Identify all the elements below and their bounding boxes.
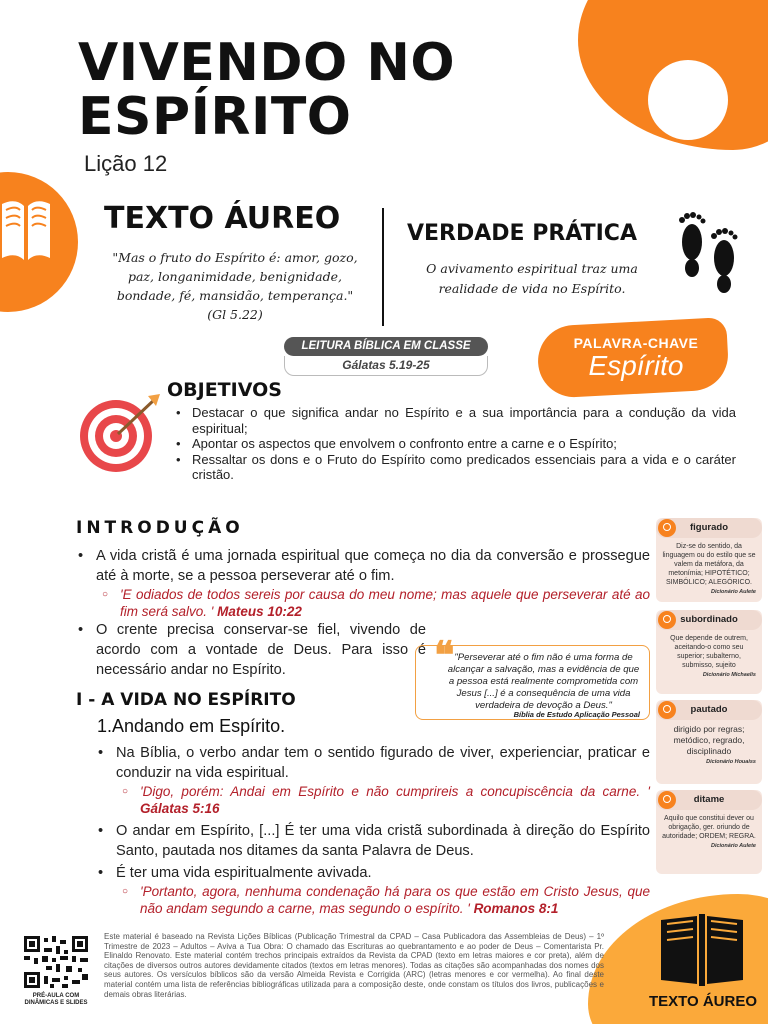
glossary-definition: Que depende de outrem, aceitando-o como seu superior; subalterno, submisso, sujeito [670, 635, 748, 669]
bible-verse: ○ 'E odiados de todos sereis por causa do meu nome; mas aquele que perseverar até ao fim será salvo. ' Mateus 10:22 [96, 586, 650, 620]
objetivos-heading: OBJETIVOS [167, 379, 282, 401]
open-book-logo-icon [657, 910, 747, 988]
glossary-term: ditame [656, 790, 762, 810]
list-item: • Na Bíblia, o verbo andar tem o sentido figurado de viver, experienciar, praticar e conduzir na vida espiritual. ○ 'Digo, porém: Andai em Espírito e não cumprireis a concupiscência da carne. ' Gálatas 5:16 [96, 743, 650, 817]
list-item: • Destacar o que significa andar no Espírito e a sua importância para a condução da vida espiritual; [170, 405, 736, 436]
glossary-card [656, 790, 762, 874]
magnifier-icon [658, 791, 676, 809]
bible-verse-ref: Gálatas 5:16 [140, 801, 220, 816]
texto-aureo-quote: "Mas o fruto do Espírito é: amor, gozo, paz, longanimidade, benignidade, bondade, fé, mansidão, temperança." (Gl 5.22) [104, 248, 366, 324]
verdade-pratica-heading: VERDADE PRÁTICA [407, 221, 637, 246]
section-heading: I - A VIDA NO ESPÍRITO [76, 690, 296, 710]
list-item: • A vida cristã é uma jornada espiritual que começa no dia da conversão e prossegue até à morte, se a pessoa perseverar até o fim. ○ 'E odiados de todos sereis por causa do meu nome; mas aquele que perseverar até ao fim será salvo. ' Mateus 10:22 [76, 546, 650, 620]
glossary-source: Dicionário Michaelis [702, 672, 756, 678]
brand-label: TEXTO ÁUREO [648, 993, 758, 1010]
bible-verse: ○ 'Digo, porém: Andai em Espírito e não cumprireis a concupiscência da carne. ' Gálatas 5:16 [116, 783, 650, 817]
lesson-number: Lição 12 [84, 151, 168, 176]
qr-code[interactable] [22, 934, 90, 990]
texto-aureo-heading: TEXTO ÁUREO [104, 201, 341, 236]
open-book-icon [0, 196, 52, 266]
glossary-source: Dicionário Aulete [710, 589, 756, 595]
objetivos-list [170, 405, 736, 483]
target-icon [76, 390, 164, 478]
magnifier-icon [658, 519, 676, 537]
list-item: • Apontar os aspectos que envolvem o confronto entre a carne e o Espírito; [170, 436, 736, 452]
magnifier-icon [658, 701, 676, 719]
glossary-definition: Aquilo que constitui dever ou obrigação, ger. oriundo de autoridade; ORDEM; REGRA. [662, 815, 756, 840]
quote-box: "Perseverar até o fim não é uma forma de alcançar a salvação, mas a evidência de que a pessoa está realmente comprometida com Jesus [...] é a consequência de uma vida verdadeira de devoção a Deus." [415, 645, 650, 720]
decorative-blob-cutout [648, 60, 728, 140]
glossary-source: Dicionário Aulete [710, 843, 756, 849]
section-list [96, 743, 650, 917]
vertical-divider [382, 208, 384, 326]
glossary-term: pautado [656, 700, 762, 720]
list-item: • O crente precisa conservar-se fiel, vivendo de acordo com a vontade de Deus. Para isso é necessário andar no Espírito. [76, 620, 426, 680]
list-item: • É ter uma vida espiritualmente avivada. ○ 'Portanto, agora, nenhuma condenação há para os que estão em Cristo Jesus, que não andam segundo a carne, mas segundo o espírito. ' Romanos 8:1 [96, 863, 650, 917]
texto-aureo-ref: (Gl 5.22) [207, 307, 263, 322]
glossary-definition: dirigido por regras; metódico, regrado, disciplinado [673, 724, 745, 756]
quote-source: Bíblia de Estudo Aplicação Pessoal [513, 710, 640, 719]
glossary-card [656, 518, 762, 602]
qr-caption: PRÉ-AULA COM DINÂMICAS E SLIDES [24, 993, 88, 1006]
list-item: • O andar em Espírito, [...] É ter uma vida cristã subordinada à direção do Espírito Santo, pautada nos ditames da santa Palavra de Deus. [96, 821, 650, 861]
glossary-card [656, 700, 762, 784]
glossary-term: subordinado [656, 610, 762, 630]
glossary-term: figurado [656, 518, 762, 538]
glossary-source: Dicionário Houaiss [706, 759, 756, 765]
leitura-biblica-ref: Gálatas 5.19-25 [284, 356, 488, 376]
footprints-icon [674, 206, 746, 298]
quote-mark-icon: ❝ [434, 632, 455, 677]
glossary-card [656, 610, 762, 694]
footer-disclaimer: Este material é baseado na Revista Lições Bíblicas (Publicação Trimestral da CPAD – Casa Publicadora das Assembleias de Deus) – 1º Trimestre de 2023 – Adultos – Aviva a Tua Obra: O chamado das Escrituras ao quebrantamento e ao poder de Deus – Comentarista Pr. Elinaldo Renovato. Este material contém trechos principais extraídos da Revista da CPAD (texto em letras maiores e cor preta), além de citações de diversos outros autores devidamente citados (textos em letras menores). Todas as citações são acompanhadas dos nomes dos seus autores. Os versículos bíblicos são da versão Almeida Revista e Corrigida (ARC) (letras menores e cor vermelha). Ao final deste material contém uma lista de referências bibliográficas utilizada para a composição deste, onde constam os títulos dos livros, publicações e demais obras literárias. [104, 932, 604, 999]
leitura-biblica-label: LEITURA BÍBLICA EM CLASSE [284, 337, 488, 356]
page-title: VIVENDO NO ESPÍRITO [78, 33, 456, 147]
bible-verse-ref: Romanos 8:1 [473, 901, 559, 916]
bible-verse-ref: Mateus 10:22 [217, 604, 302, 619]
section-subheading: 1.Andando em Espírito. [97, 716, 286, 736]
palavra-chave-word: Espírito [588, 350, 684, 381]
bible-verse: ○ 'Portanto, agora, nenhuma condenação há para os que estão em Cristo Jesus, que não andam segundo a carne, mas segundo o espírito. ' Romanos 8:1 [116, 883, 650, 917]
list-item: • Ressaltar os dons e o Fruto do Espírito como predicados essenciais para a vida e o caráter cristão. [170, 452, 736, 483]
glossary-definition: Diz-se do sentido, da linguagem ou do estilo que se valem da metáfora, da metonímia; HIPOTÉTICO; SIMBÓLICO; ALEGÓRICO. [662, 543, 756, 586]
palavra-chave-label: PALAVRA-CHAVE [573, 335, 699, 351]
verdade-pratica-text: O avivamento espiritual traz uma realidade de vida no Espírito. [426, 261, 638, 296]
magnifier-icon [658, 611, 676, 629]
introducao-heading: INTRODUÇÃO [76, 518, 244, 538]
